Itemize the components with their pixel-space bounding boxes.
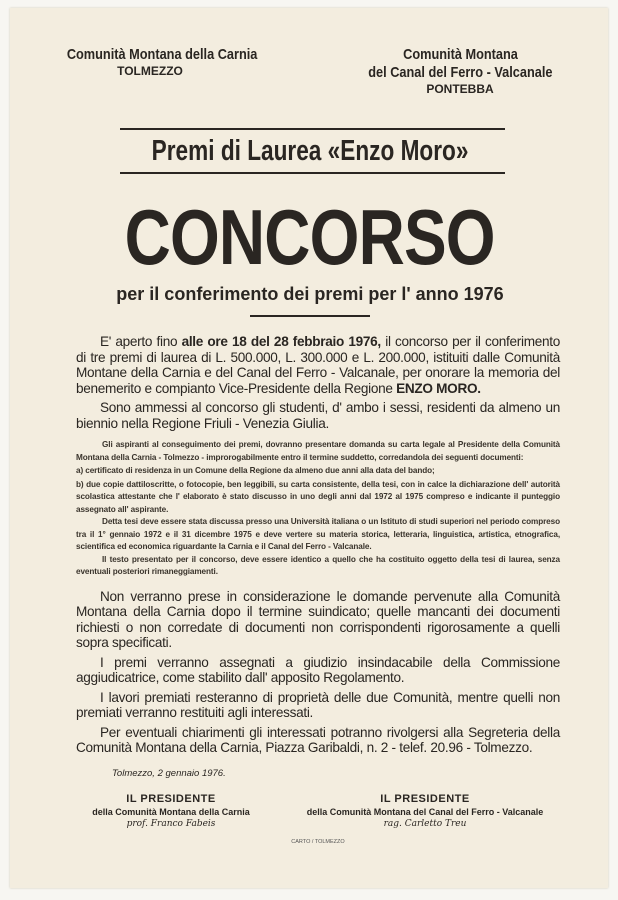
title-rule-top (120, 128, 505, 130)
signature-name: rag. Carletto Treu (383, 818, 467, 829)
requirements-paragraph-2: Detta tesi deve essere stata discussa presso una Università italiana o un Istituto di studi superiori nel periodo compreso tra il 1° gennaio 1972 e il 31 dicembre 1975 e deve vertere su materia storica, letteraria, linguistica, artistica, etnografica, scientifica ed economica riguardante la Carnia e il Canal del Ferro - Valcanale. (76, 517, 560, 551)
subtitle: per il conferimento dei premi per l' anno 1976 (116, 284, 504, 304)
condition-paragraph: I lavori premiati resteranno di proprietà delle due Comunità, mentre quelli non premiati verranno restituiti agli interessati. (76, 689, 560, 720)
condition-paragraph: Per eventuali chiarimenti gli interessati potranno rivolgersi alla Segreteria della Comunità Montana della Carnia, Piazza Garibaldi, n. 2 - telef. 20.96 - Tolmezzo. (76, 724, 560, 755)
signature-title: IL PRESIDENTE (380, 792, 470, 805)
requirements (76, 439, 560, 579)
signature-right (290, 793, 560, 829)
intro (76, 334, 560, 431)
header-left (50, 46, 258, 78)
header-left-city: TOLMEZZO (117, 64, 183, 78)
body-content (76, 334, 560, 845)
requirements-paragraph-3: Il testo presentato per il concorso, deve essere identico a quello che ha costituito oggetto della tesi di laurea, senza eventuali posteriori rimaneggiamenti. (76, 554, 560, 576)
signature-org: della Comunità Montana della Carnia (92, 806, 250, 817)
requirement-a: a) certificato di residenza in un Comune della Regione da almeno due anni alla data del bando; (76, 466, 435, 475)
poster (10, 8, 608, 888)
header-right-org2: del Canal del Ferro - Valcanale (367, 64, 553, 81)
header-right-org: Comunità Montana (402, 46, 518, 63)
intro-paragraph-2: Sono ammessi al concorso gli studenti, d' ambo i sessi, residenti da almeno un biennio nella Regione Friuli - Venezia Giulia. (76, 400, 560, 431)
headline: CONCORSO (124, 193, 496, 281)
signature-left (76, 793, 266, 829)
title-rule-bottom (120, 172, 505, 174)
conditions (76, 589, 560, 756)
date: Tolmezzo, 2 gennaio 1976. (112, 767, 226, 779)
signatures (76, 793, 560, 829)
requirement-b: b) due copie dattiloscritte, o fotocopie, ben leggibili, su carta consistente, della tesi, con in calce la dichiarazione dell' autorità scolastica attestante che l' elaborato è stato discusso in uno degli anni dal 1972 al 1975 compreso e indicante il punteggio assegnato all' aspirante. (76, 479, 560, 514)
intro-paragraph-1: E' aperto fino alle ore 18 del 28 febbraio 1976, il concorso per il conferimento di tre premi di laurea di L. 500.000, L. 300.000 e L. 200.000, istituiti dalle Comunità Montane della Carnia e del Canal del Ferro - Valcanale, per onorare la memoria del benemerito e compianto Vice-Presidente della Regione ENZO MORO. (76, 334, 560, 396)
signature-name: prof. Franco Fabeis (126, 818, 216, 829)
header-right (350, 46, 570, 96)
header-right-city: PONTEBBA (426, 82, 494, 96)
subtitle-rule (250, 315, 370, 317)
condition-paragraph: I premi verranno assegnati a giudizio insindacabile della Commissione aggiudicatrice, come stabilito dall' apposito Regolamento. (76, 654, 560, 685)
signature-title: IL PRESIDENTE (126, 792, 216, 805)
condition-paragraph: Non verranno prese in considerazione le domande pervenute alla Comunità Montana della Carnia dopo il termine suindicato; quelle mancanti dei documenti richiesti o non corredate di documenti non corrispondenti rigorosamente a quelli sopra specificati. (76, 588, 560, 650)
requirements-paragraph-1: Gli aspiranti al conseguimento dei premi, dovranno presentare domanda su carta legale al Presidente della Comunità Montana della Carnia - Tolmezzo - improrogabilmente entro il termine suddetto, corredandola dei seguenti documenti: (76, 440, 560, 462)
signature-org: della Comunità Montana del Canal del Ferro - Valcanale (306, 806, 544, 817)
header-left-org: Comunità Montana della Carnia (66, 46, 258, 63)
printer-credit: CARTO / TOLMEZZO (291, 838, 345, 845)
title: Premi di Laurea «Enzo Moro» (151, 135, 469, 167)
